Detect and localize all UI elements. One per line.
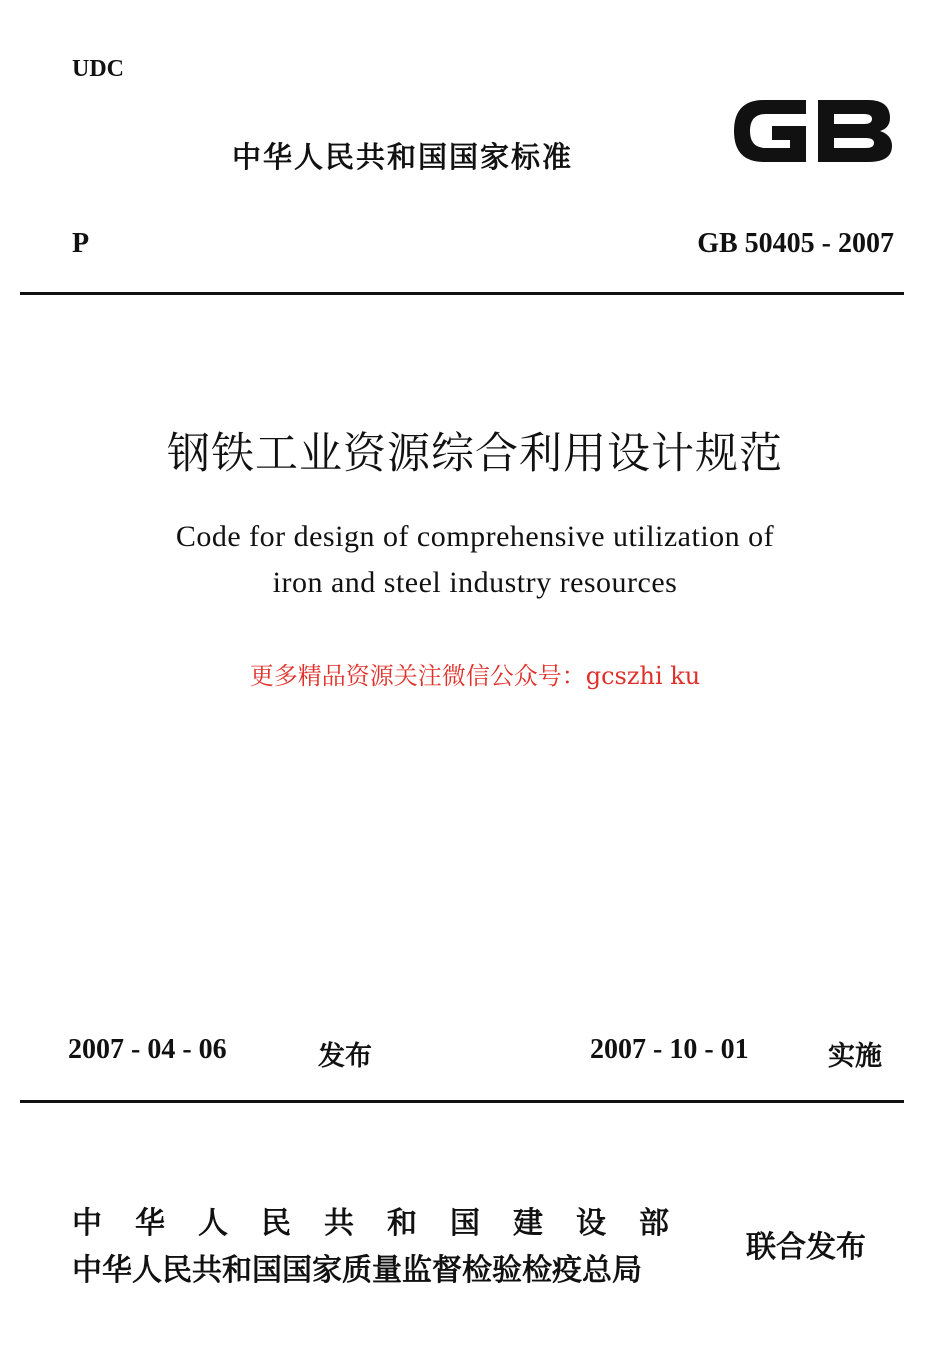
title-chinese: 钢铁工业资源综合利用设计规范 <box>167 429 783 479</box>
national-standard-heading: 中华人民共和国国家标准 <box>232 140 574 174</box>
classification-code: P <box>72 228 90 259</box>
issuer-ministry-construction: 中华人民共和国建设部 <box>72 1206 702 1241</box>
watermark-text: 更多精品资源关注微信公众号：gcszhi ku <box>249 662 701 690</box>
joint-issue-label: 联合发布 <box>746 1230 866 1265</box>
implement-label: 实施 <box>828 1041 882 1072</box>
issue-date: 2007 - 04 - 06 <box>68 1034 227 1065</box>
issuer-aqsiq: 中华人民共和国国家质量监督检验检疫总局 <box>72 1253 642 1288</box>
title-english-line2: iron and steel industry resources <box>272 566 678 599</box>
top-divider <box>20 292 904 295</box>
title-english-line1: Code for design of comprehensive utilization of <box>175 520 775 553</box>
gb-logo-icon <box>728 86 898 176</box>
implement-date: 2007 - 10 - 01 <box>590 1034 749 1065</box>
udc-label: UDC <box>72 56 124 82</box>
standard-number: GB 50405 - 2007 <box>697 228 894 259</box>
bottom-divider <box>20 1100 904 1103</box>
title-english <box>0 514 950 606</box>
issue-label: 发布 <box>318 1041 372 1072</box>
